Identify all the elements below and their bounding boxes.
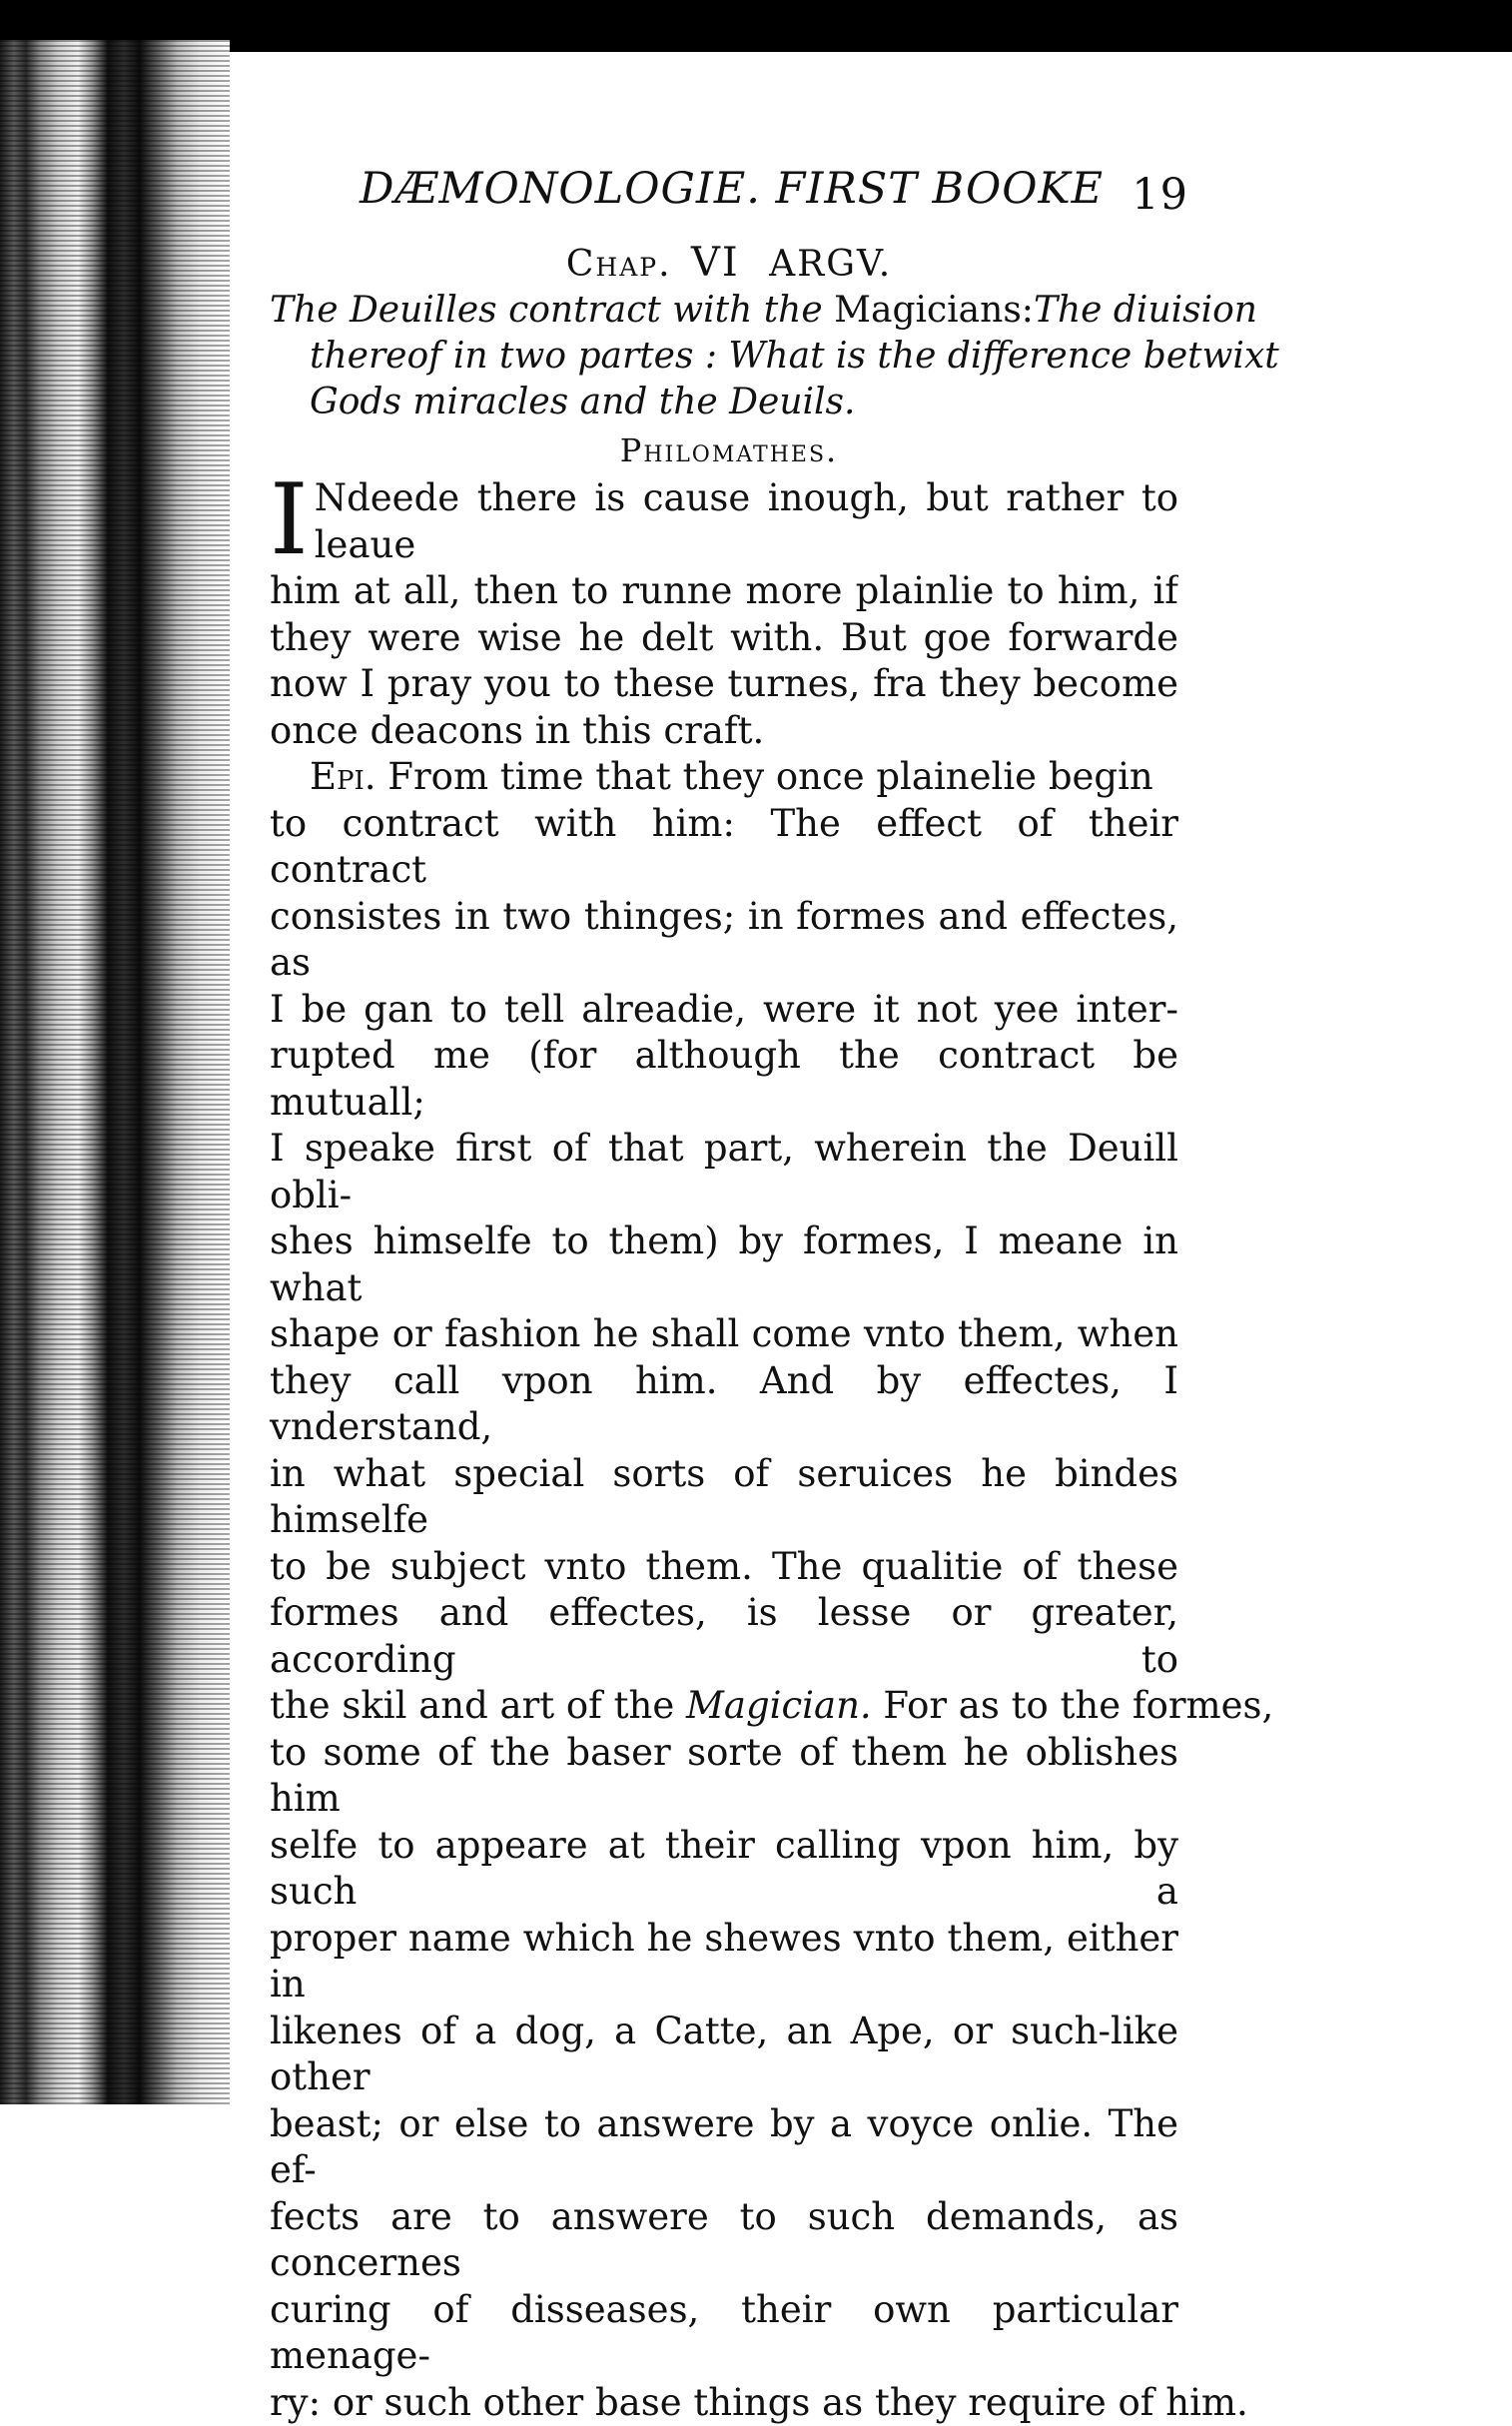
text-line: I be gan to tell alreadie, were it not yee inter- [270, 987, 1178, 1034]
italic-word: Magician. [686, 1684, 872, 1727]
paragraph-epistemon-start [270, 754, 1178, 801]
text-line: From time that they once plainelie begin [377, 755, 1153, 798]
book-page [270, 160, 1188, 1958]
chapter-label: Chap. [566, 244, 672, 285]
text-line: formes and effectes, is lesse or greater, according to [270, 1590, 1178, 1683]
text-line: now I pray you to these turnes, fra they become [270, 661, 1178, 708]
text-line: shes himselfe to them) by formes, I meane in what [270, 1218, 1178, 1311]
text-segment: the skil and art of the [270, 1684, 686, 1727]
text-line: to some of the baser sorte of them he oblishes him [270, 1730, 1178, 1823]
text-line: to contract with him: The effect of their contract [270, 801, 1178, 894]
text-line: shape or fashion he shall come vnto them, when [270, 1311, 1178, 1358]
drop-cap: I [270, 479, 309, 561]
argument-italic-text: The Deuilles contract with the [270, 290, 834, 331]
argument-line-3: Gods miracles and the Deuils. [270, 380, 1168, 425]
text-line: I speake first of that part, wherein the Deuill obli- [270, 1126, 1178, 1218]
text-line: once deacons in this craft. [270, 708, 1178, 755]
text-line: to be subject vnto them. The qualitie of these [270, 1544, 1178, 1591]
paragraph-philomathes [270, 475, 1178, 615]
argument-italic-text: The diuision [1034, 290, 1257, 331]
text-line: curing of disseases, their own particular menage- [270, 2287, 1178, 2380]
speaker-abbrev: Epi. [310, 755, 377, 798]
chapter-heading [270, 240, 1188, 286]
speaker-heading: Philomathes. [270, 431, 1188, 469]
chapter-number: VI [691, 240, 740, 286]
chapter-argument [270, 288, 1168, 425]
text-line: fects are to answere to such demands, as concernes [270, 2194, 1178, 2287]
argument-line-1 [270, 288, 1168, 334]
text-line: selfe to appeare at their calling vpon him, by such a [270, 1823, 1178, 1916]
text-line: rupted me (for although the contract be mutuall; [270, 1033, 1178, 1126]
text-line: ry: or such other base things as they require of him. [270, 2380, 1178, 2426]
argument-roman-text: Magicians: [834, 290, 1034, 331]
text-line: likenes of a dog, a Catte, an Ape, or such-like other [270, 2009, 1178, 2101]
chapter-argument-label: ARGV. [769, 244, 892, 285]
text-line: Ndeede there is cause inough, but rather to leaue [270, 475, 1178, 568]
text-line: proper name which he shewes vnto them, either in [270, 1916, 1178, 2009]
page-number: 19 [1132, 170, 1188, 220]
text-line: him at all, then to runne more plainlie to him, if [270, 568, 1178, 615]
book-gutter-shadow [0, 40, 230, 2104]
text-line: beast; or else to answere by a voyce onlie. The ef- [270, 2101, 1178, 2194]
text-line: they were wise he delt with. But goe forwarde [270, 615, 1178, 662]
text-line: in what special sorts of seruices he bindes himselfe [270, 1451, 1178, 1544]
text-line: consistes in two thinges; in formes and effectes, as [270, 894, 1178, 987]
argument-line-2: thereof in two partes : What is the difference betwixt [270, 334, 1168, 380]
text-line: they call vpon him. And by effectes, I vnderstand, [270, 1358, 1178, 1451]
body-text [270, 475, 1178, 2426]
text-segment: For as to the formes, [872, 1684, 1274, 1727]
running-head [360, 164, 1188, 214]
text-line-with-italic [270, 1683, 1178, 1730]
running-head-title: DÆMONOLOGIE. FIRST BOOKE [360, 164, 1104, 214]
